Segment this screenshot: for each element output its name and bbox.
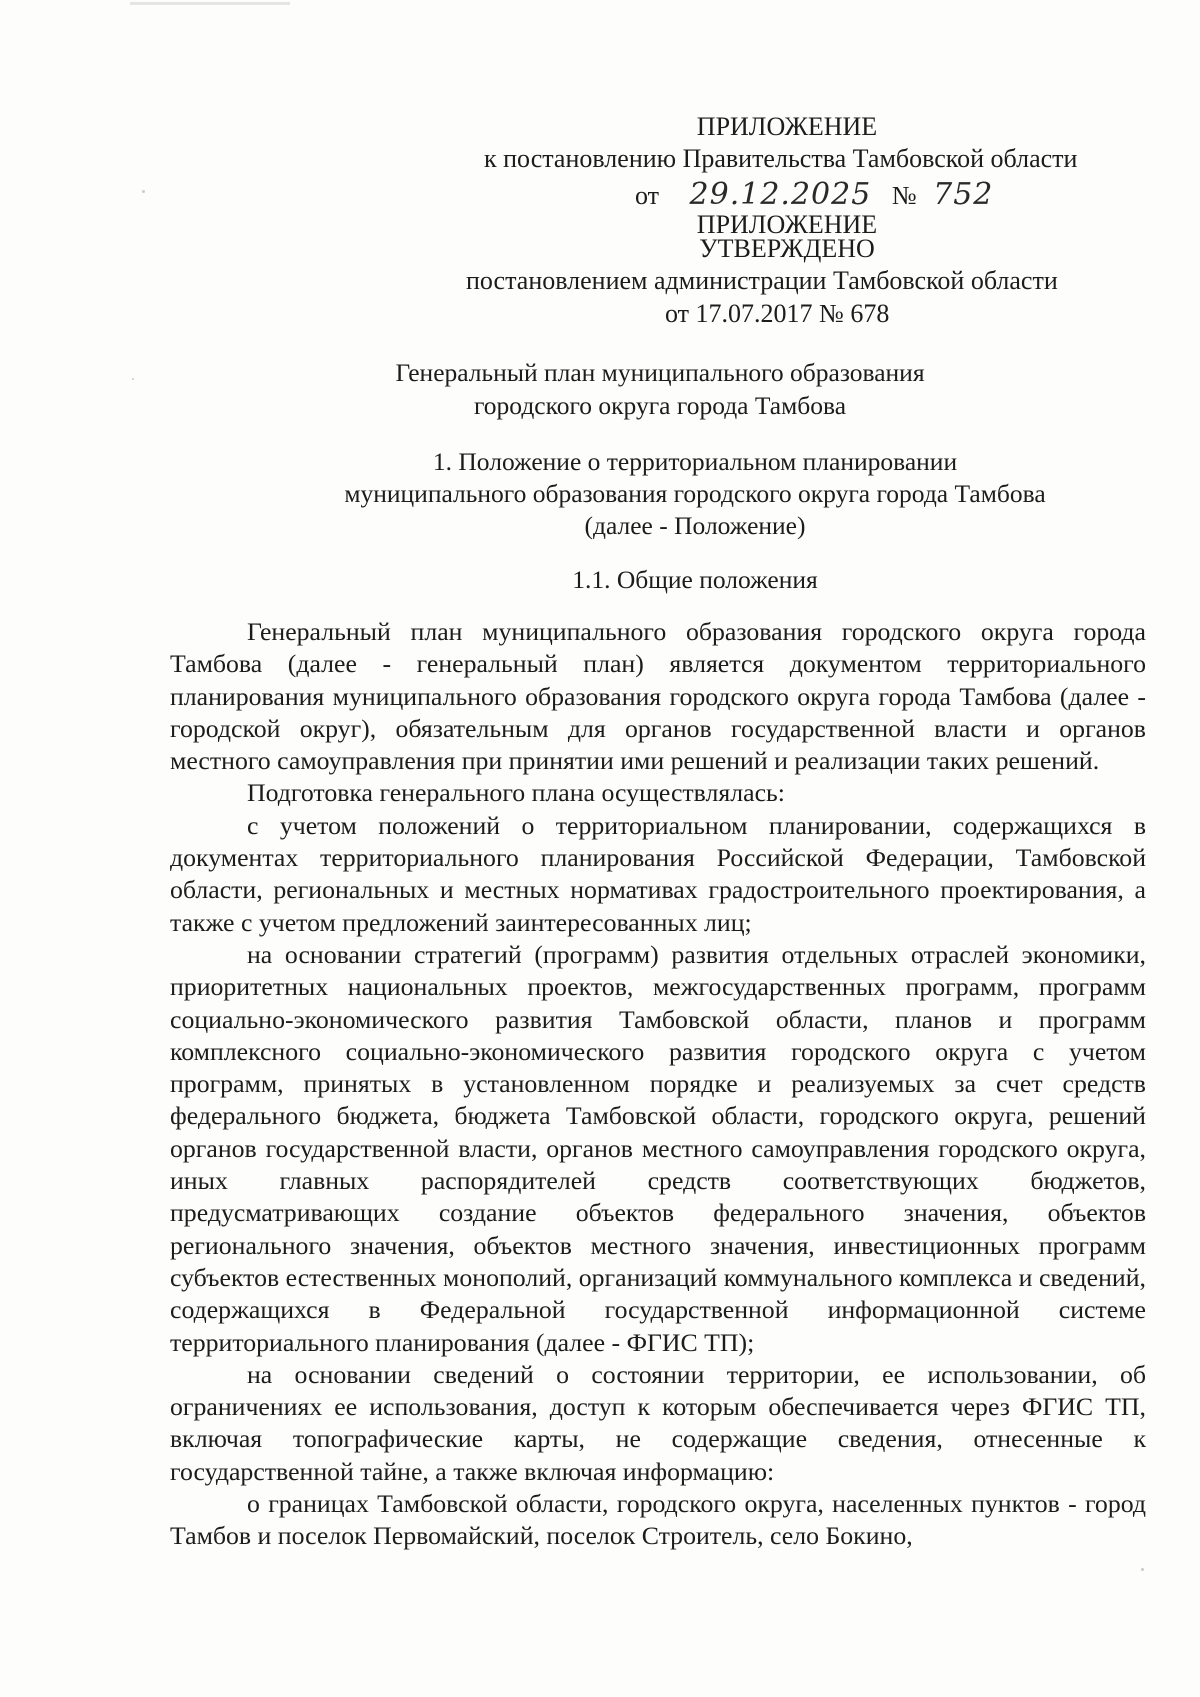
scan-speck bbox=[142, 190, 145, 193]
handwritten-number: 752 bbox=[933, 177, 994, 212]
section-heading-line-3: (далее - Положение) bbox=[584, 511, 806, 540]
document-title-line-1: Генеральный план муниципального образования bbox=[395, 358, 925, 387]
paragraph-preparation: Подготовка генерального плана осуществлялась: bbox=[247, 778, 785, 808]
appendix-label-2: ПРИЛОЖЕНИЕ bbox=[696, 210, 878, 239]
approved-label: УТВЕРЖДЕНО bbox=[699, 234, 875, 263]
appendix-label: ПРИЛОЖЕНИЕ bbox=[696, 112, 878, 141]
scan-speck bbox=[132, 378, 134, 380]
section-heading-line-1: 1. Положение о территориальном планировании bbox=[432, 447, 958, 476]
paragraph-considering-provisions: с учетом положений о территориальном планировании, содержащихся в документах территориального планирования Российской Федерации, Тамбовской области, региональных и местных нормативах градостроительного проектирования, а также с учетом предложений заинтересованных лиц; bbox=[170, 810, 1146, 937]
paragraph-general-plan: Генеральный план муниципального образования городского округа города Тамбова (далее - генеральный план) является документом территориального планирования муниципального образования городского округа города Тамбова (далее - городской округ), обязательным для органов государственной власти и органов местного самоуправления при принятии ими решений и реализации таких решений. bbox=[170, 617, 1146, 776]
scan-speck bbox=[1141, 1568, 1144, 1571]
handwritten-date: 29.12.2025 bbox=[689, 177, 872, 212]
approved-by: постановлением администрации Тамбовской области bbox=[466, 266, 1058, 295]
paragraph-based-on-territory-info: на основании сведений о состоянии территории, ее использовании, об ограничениях ее использования, доступ к которым обеспечивается через ФГИС ТП, включая топографические карты, не содержащие сведения, отнесенные к государственной тайне, а также включая информацию: bbox=[170, 1359, 1146, 1486]
paragraph-based-on-strategies: на основании стратегий (программ) развития отдельных отраслей экономики, приоритетных национальных проектов, межгосударственных программ, программ социально-экономического развития Тамбовской области, планов и программ комплексного социально-экономического развития городского округа с учетом программ, принятых в установленном порядке и реализуемых за счет средств федерального бюджета, бюджета Тамбовской области, городского округа, решений органов государственной власти, органов местного самоуправления городского округа, иных главных распорядителей средств соответствующих бюджетов, предусматривающих создание объектов федерального значения, объектов регионального значения, объектов местного значения, инвестиционных программ субъектов естественных монополий, организаций коммунального комплекса и сведений, содержащихся в Федеральной государственной информационной системе территориального планирования (далее - ФГИС ТП); bbox=[170, 939, 1146, 1357]
document-body bbox=[170, 616, 1146, 1553]
subsection-heading: 1.1. Общие положения bbox=[572, 565, 818, 594]
section-heading-line-2: муниципального образования городского округа города Тамбова bbox=[344, 479, 1046, 508]
scan-artifact bbox=[130, 2, 290, 5]
approved-date-number: от 17.07.2017 № 678 bbox=[665, 299, 890, 328]
number-sign: № bbox=[891, 181, 917, 210]
from-prefix: от bbox=[635, 181, 660, 210]
resolution-reference: к постановлению Правительства Тамбовской области bbox=[484, 144, 1078, 173]
paragraph-boundaries: о границах Тамбовской области, городского округа, населенных пунктов - город Тамбов и поселок Первомайский, поселок Строитель, село Бокино, bbox=[170, 1489, 1146, 1551]
document-title-line-2: городского округа города Тамбова bbox=[473, 391, 847, 420]
resolution-date-number bbox=[635, 177, 994, 212]
